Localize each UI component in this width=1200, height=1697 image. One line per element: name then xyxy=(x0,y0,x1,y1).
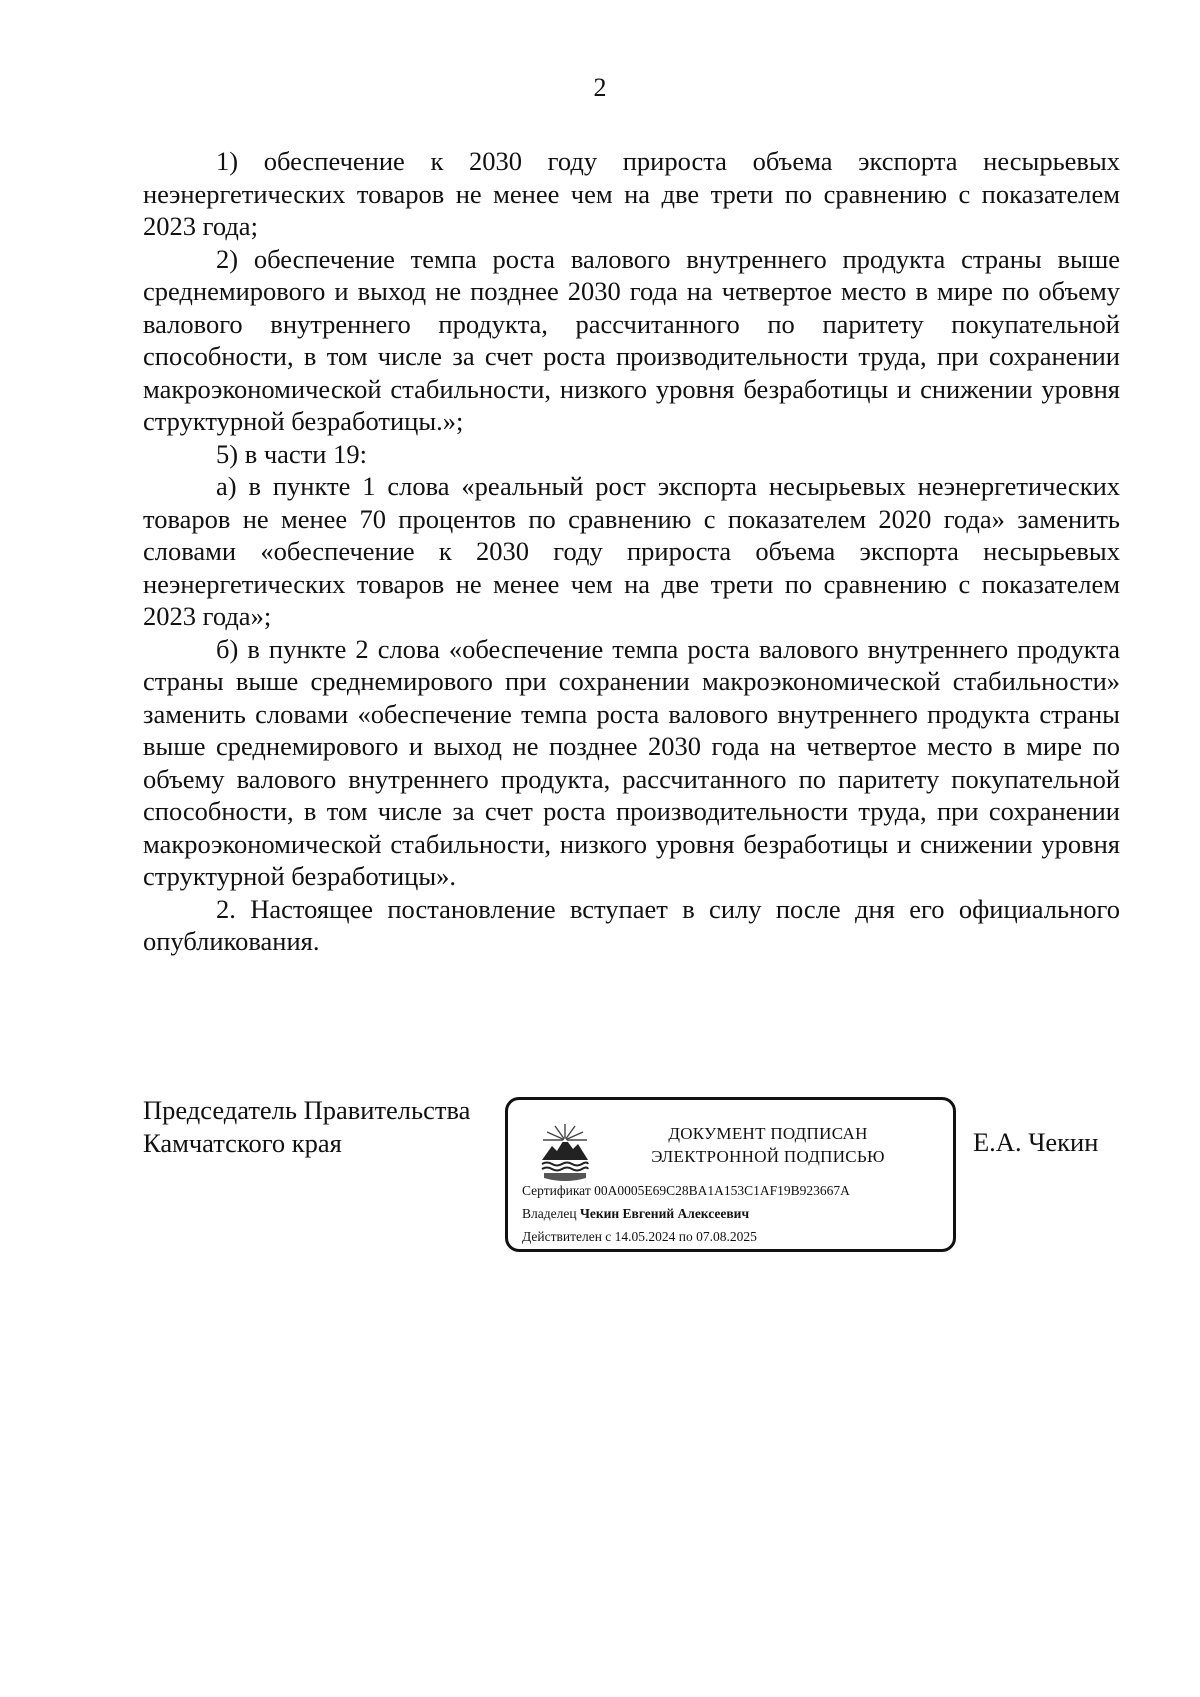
signer-title xyxy=(143,1094,470,1159)
document-body xyxy=(143,145,1120,958)
stamp-heading xyxy=(608,1122,928,1168)
kamchatka-emblem-icon xyxy=(540,1122,590,1184)
paragraph-subitem-b: б) в пункте 2 слова «обеспечение темпа роста валового внутреннего продукта страны выше среднемирового при сохранении макроэкономической стабильности» заменить словами «обеспечение темпа роста валового внутреннего продукта страны выше среднемирового и выход не позднее 2030 года на четвертое место в мире по объему валового внутреннего продукта, рассчитанного по паритету покупательной способности, в том числе за счет роста производительности труда, при сохранении макроэкономической стабильности, низкого уровня безработицы и снижении уровня структурной безработицы». xyxy=(143,633,1120,891)
valid-label: Действителен с xyxy=(522,1229,612,1244)
stamp-validity-line xyxy=(522,1228,757,1246)
valid-to-label: по xyxy=(678,1229,693,1244)
paragraph-item-1: 1) обеспечение к 2030 году прироста объема экспорта несырьевых неэнергетических товаров не менее чем на две трети по сравнению с показателем 2023 года; xyxy=(143,146,1120,241)
signer-title-line-2: Камчатского края xyxy=(143,1127,342,1158)
paragraph-item-2: 2) обеспечение темпа роста валового внутреннего продукта страны выше среднемирового и выход не позднее 2030 года на четвертое место в мире по объему валового внутреннего продукта, рассчитанного по паритету покупательной способности, в том числе за счет роста производительности труда, при сохранении макроэкономической стабильности, низкого уровня безработицы и снижении уровня структурной безработицы.»; xyxy=(143,243,1120,436)
valid-from: 14.05.2024 xyxy=(614,1229,676,1244)
paragraph-effective-date: 2. Настоящее постановление вступает в силу после дня его официального опубликования. xyxy=(143,893,1120,956)
stamp-certificate-line xyxy=(522,1182,850,1200)
page-number: 2 xyxy=(593,73,607,102)
owner-value: Чекин Евгений Алексеевич xyxy=(579,1206,750,1221)
valid-to: 07.08.2025 xyxy=(696,1229,757,1244)
signer-title-line-1: Председатель Правительства xyxy=(143,1095,471,1125)
stamp-heading-line-2: ЭЛЕКТРОННОЙ ПОДПИСЬЮ xyxy=(651,1147,885,1166)
stamp-owner-line xyxy=(522,1205,749,1223)
certificate-label: Сертификат xyxy=(522,1183,591,1198)
paragraph-subitem-a: а) в пункте 1 слова «реальный рост экспорта несырьевых неэнергетических товаров не менее 70 процентов по сравнению с показателем 2020 года» заменить словами «обеспечение к 2030 году прироста объема экспорта несырьевых неэнергетических товаров не менее чем на две трети по сравнению с показателем 2023 года»; xyxy=(143,471,1120,631)
certificate-value: 00A0005E69C28BA1A153C1AF19B923667A xyxy=(594,1183,850,1198)
owner-label: Владелец xyxy=(522,1206,577,1221)
signer-name: Е.А. Чекин xyxy=(973,1127,1099,1157)
paragraph-part-19: 5) в части 19: xyxy=(216,438,367,469)
stamp-heading-line-1: ДОКУМЕНТ ПОДПИСАН xyxy=(668,1124,868,1143)
electronic-signature-stamp xyxy=(505,1097,956,1252)
